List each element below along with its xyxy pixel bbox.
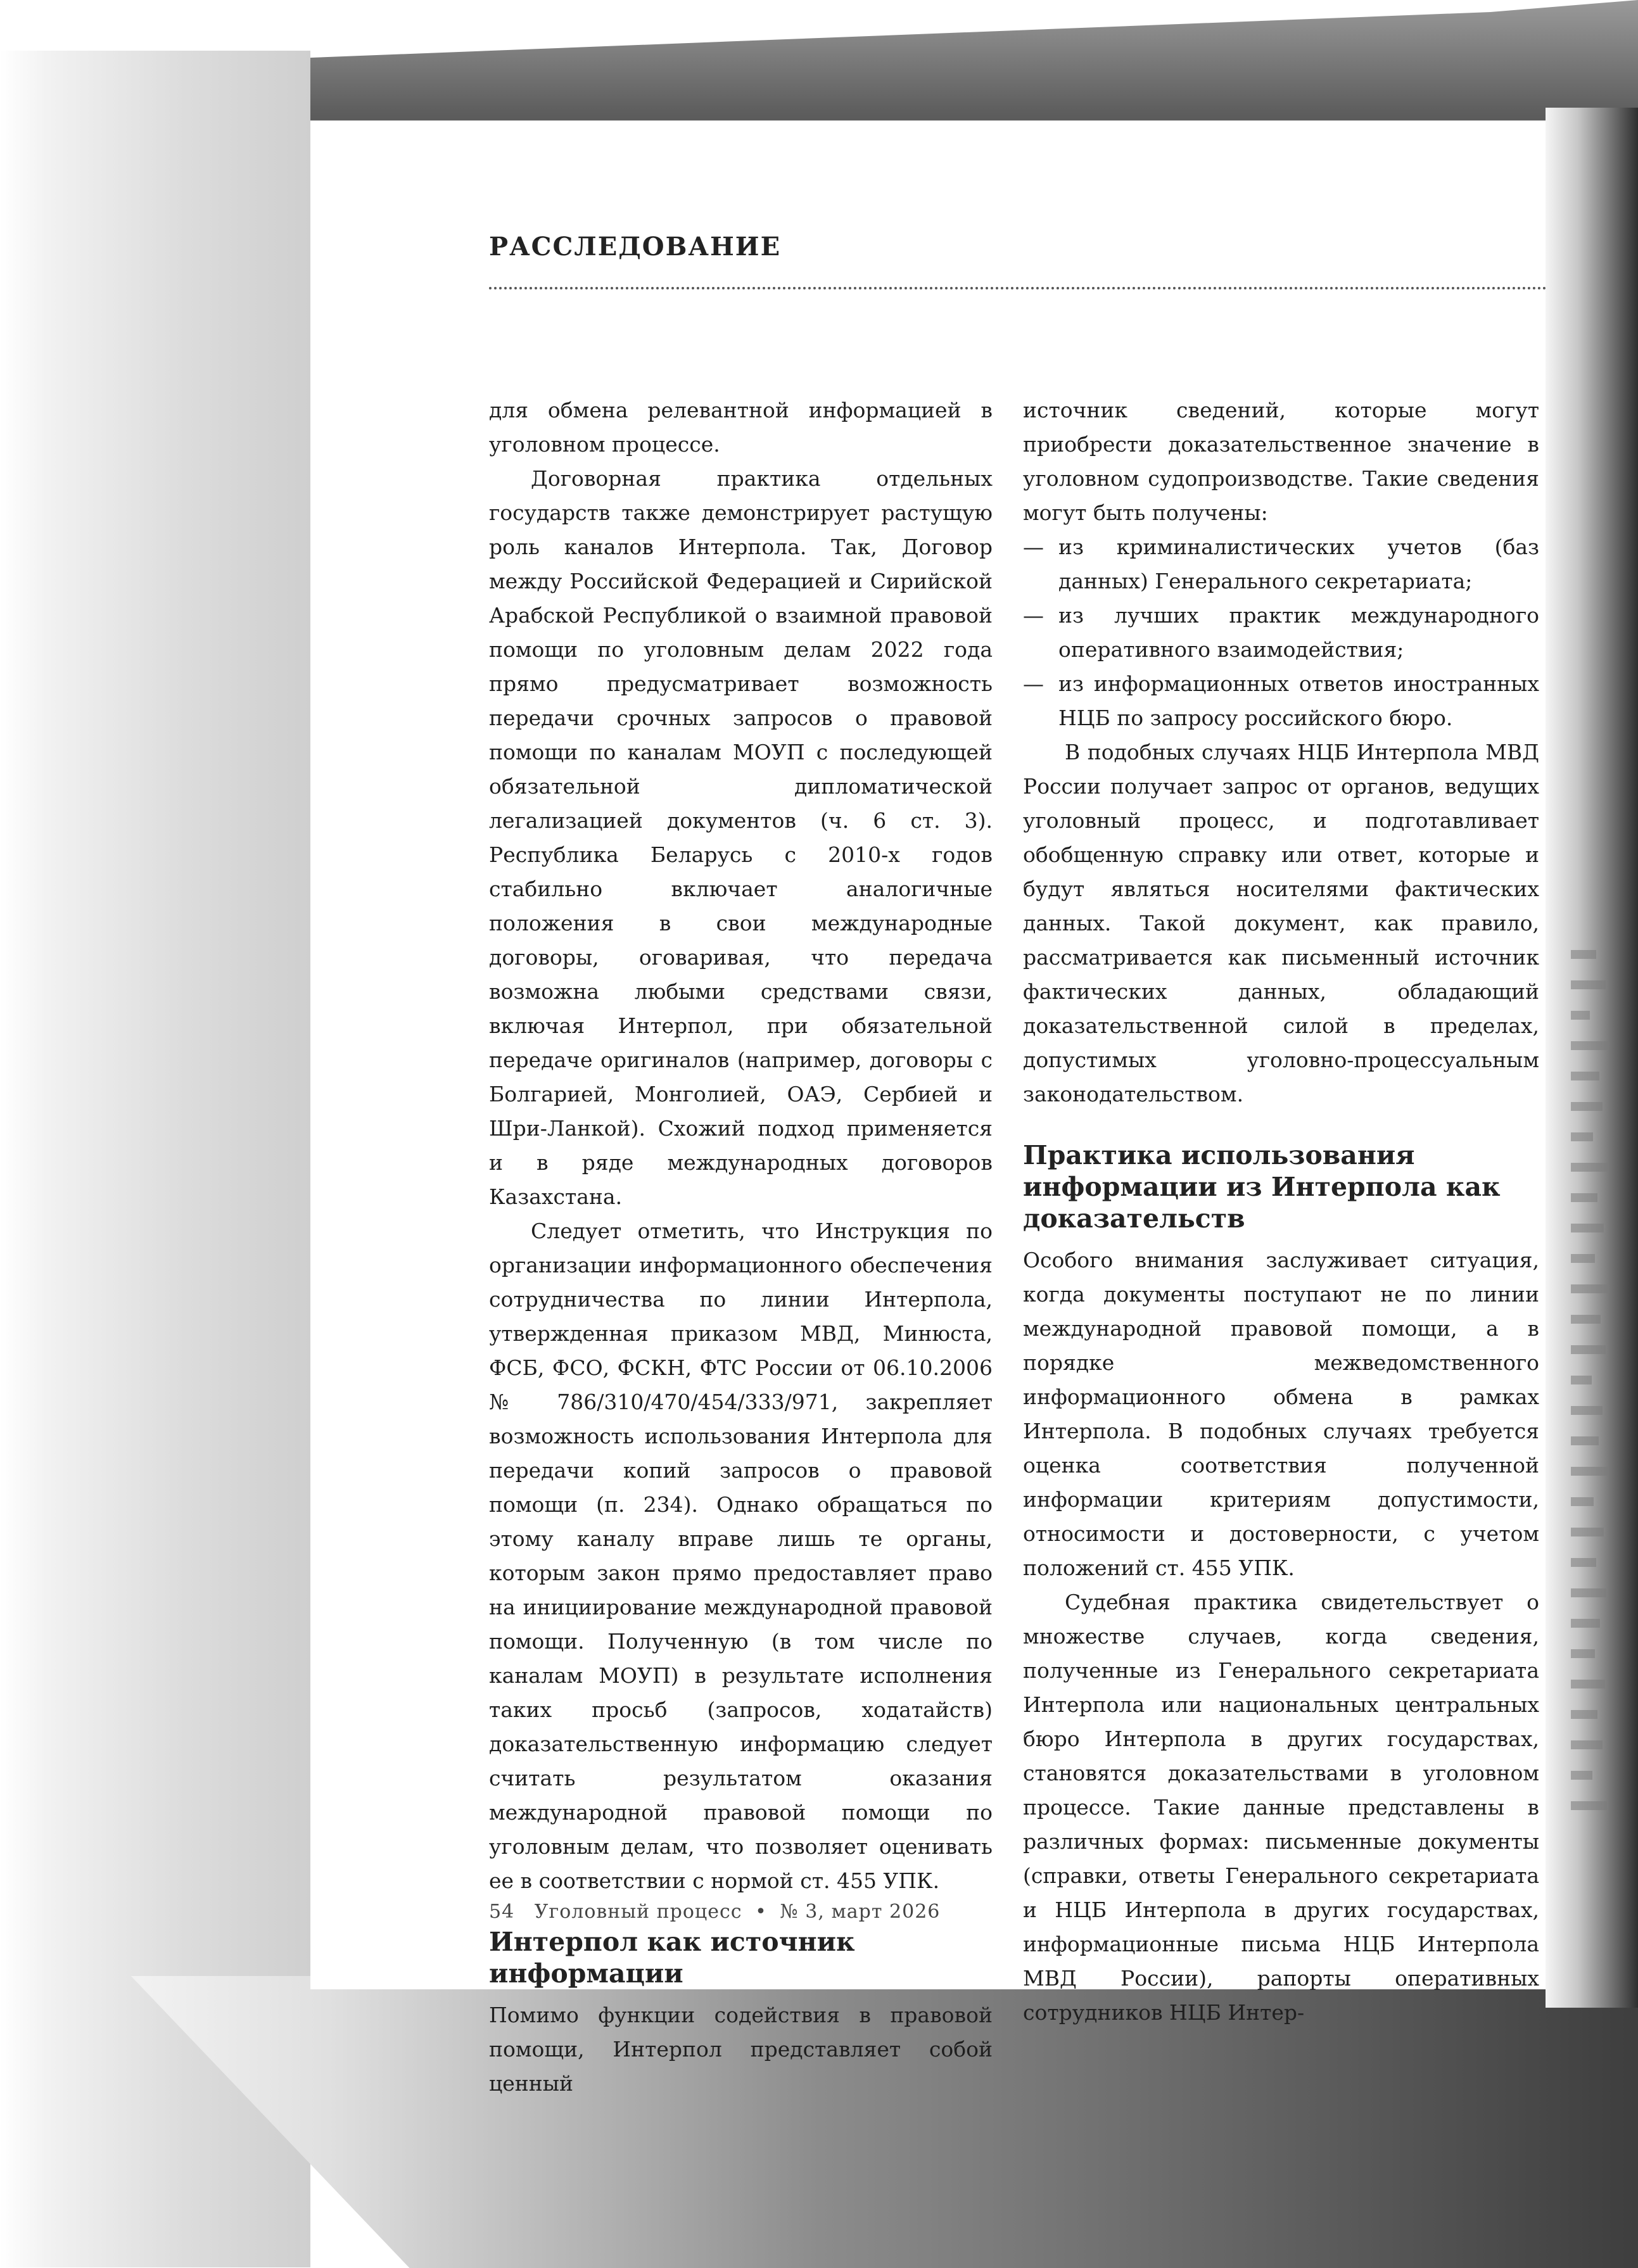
paragraph: В подобных случаях НЦБ Интерпола МВД России получает запрос от органов, ведущих уголовный процесс, и подготавливает обобщенную справку или ответ, которые и будут являться носителями фактических данных. Такой документ, как правило, рассматривается как письменный источник фактических данных, обладающий доказательственной силой в пределах, допустимых уголовно-процессуальным законодательством. bbox=[1023, 740, 1539, 1106]
facing-page-bleed bbox=[1571, 950, 1622, 1837]
header-divider bbox=[489, 287, 1547, 289]
issue-info: № 3, март 2026 bbox=[780, 1901, 941, 1923]
list-item bbox=[1023, 599, 1539, 667]
paragraph: для обмена релевантной информацией в уголовном процессе. bbox=[489, 398, 993, 457]
footer-separator: • bbox=[755, 1901, 767, 1923]
list-item-text: из лучших практик международного оперативного взаимодействия; bbox=[1058, 603, 1539, 662]
list-item bbox=[1023, 667, 1539, 735]
dash-marker: — bbox=[1023, 671, 1044, 696]
left-column bbox=[489, 393, 993, 2101]
dash-marker: — bbox=[1023, 603, 1044, 628]
magazine-page bbox=[310, 120, 1546, 2096]
paragraph: Судебная практика свидетельствует о множестве случаев, когда сведения, полученные из Генерального секретариата Интерпола или национальных центральных бюро Интерпола в других государствах, становятся доказательствами в уголовном процессе. Такие данные представлены в различных формах: письменные документы (справки, ответы Генерального секретариата и НЦБ Интерпола в других государствах, информационные письма НЦБ Интерпола МВД России), рапорты оперативных сотрудников НЦБ Интер- bbox=[1023, 1590, 1539, 2025]
dash-marker: — bbox=[1023, 535, 1044, 559]
paragraph: Помимо функции содействия в правовой помощи, Интерпол представляет собой ценный bbox=[489, 2003, 993, 2096]
list-item bbox=[1023, 530, 1539, 599]
subheading-evidence-practice: Практика использования информации из Интерпола как доказательств bbox=[1023, 1140, 1501, 1234]
right-column bbox=[1023, 393, 1539, 2030]
subheading-interpol-source: Интерпол как источник информации bbox=[489, 1927, 855, 1989]
journal-name: Уголовный процесс bbox=[534, 1901, 742, 1923]
scanner-shadow-left bbox=[0, 51, 310, 2267]
section-title: РАССЛЕДОВАНИЕ bbox=[489, 232, 782, 262]
paragraph: источник сведений, которые могут приобрести доказательственное значение в уголовном судопроизводстве. Такие сведения могут быть получены: bbox=[1023, 398, 1539, 525]
source-list bbox=[1023, 530, 1539, 735]
page-number: 54 bbox=[489, 1901, 515, 1923]
paragraph: Особого внимания заслуживает ситуация, когда документы поступают не по линии международной правовой помощи, а в порядке межведомственного информационного обмена в рамках Интерпола. В подобных случаях требуется оценка соответствия полученной информации критериям допустимости, относимости и достоверности, с учетом положений ст. 455 УПК. bbox=[1023, 1248, 1539, 1580]
paragraph: Следует отметить, что Инструкция по организации информационного обеспечения сотрудничества по линии Интерпола, утвержденная приказом МВД, Минюста, ФСБ, ФСО, ФСКН, ФТС России от 06.10.2006 № 786/310/470/454/333/971, закрепляет возможность использования Интерпола для передачи копий запросов о правовой помощи (п. 234). Однако обращаться по этому каналу вправе лишь те органы, которым закон прямо предоставляет право на инициирование международной правовой помощи. Полученную (в том числе по каналам МОУП) в результате исполнения таких просьб (запросов, ходатайств) доказательственную информацию следует считать результатом оказания международной правовой помощи по уголовным делам, что позволяет оценивать ее в соответствии с нормой ст. 455 УПК. bbox=[489, 1219, 993, 1893]
page-footer bbox=[489, 1901, 940, 1923]
list-item-text: из криминалистических учетов (баз данных) Генерального секретариата; bbox=[1058, 535, 1539, 593]
paragraph: Договорная практика отдельных государств также демонстрирует растущую роль каналов Интерпола. Так, Договор между Российской Федерацией и Сирийской Арабской Республикой о взаимной правовой помощи по уголовным делам 2022 года прямо предусматривает возможность передачи срочных запросов о правовой помощи по каналам МОУП с последующей обязательной дипломатической легализацией документов (ч. 6 ст. 3). Республика Беларусь с 2010-х годов стабильно включает аналогичные положения в свои международные договоры, оговаривая, что передача возможна любыми средствами связи, включая Интерпол, при обязательной передаче оригиналов (например, договоры с Болгарией, Монголией, ОАЭ, Сербией и Шри-Ланкой). Схожий подход применяется и в ряде международных договоров Казахстана. bbox=[489, 466, 993, 1209]
list-item-text: из информационных ответов иностранных НЦБ по запросу российского бюро. bbox=[1058, 671, 1539, 730]
